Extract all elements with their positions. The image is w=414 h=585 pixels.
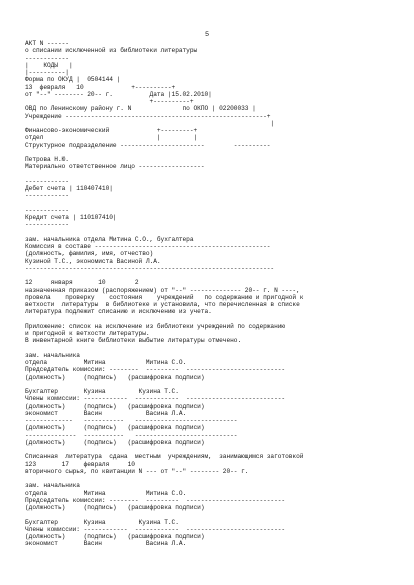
document-line: Председатель комиссии: -------- --------- --------------------------- [25,496,286,504]
document-line: -------------------------------------------------------------------- [25,264,275,272]
document-line: АКТ N ------ [25,40,69,47]
document-line: (должность) (подпись) (расшифровка подписи) [25,424,205,432]
document-line: экономист Васин Васина Л.А. [25,409,187,417]
document-line: ------------ [25,54,69,62]
document-line: 13 февраля 10 +----------+ [25,83,176,91]
document-line: экономист Васин Васина Л.А. [25,540,187,548]
document-line: Члены комиссии: ------------ ------------ --------------------------- [25,395,286,403]
document-line: (должность, фамилия, имя, отчество) [25,250,154,258]
document-line: (должность) (подпись) (расшифровка подписи) [25,533,205,540]
document-line: ОВД по Ленинскому району г. N по ОКПО | 02200033 | [25,105,256,113]
document-line: Дебет счета | 110407410| [25,185,113,192]
document-line: зам. начальника [25,482,80,490]
document-line: о списании исключенной из библиотеки литературы [25,47,198,55]
document-line: ------------ [25,221,69,229]
document-line: Материально ответственное лицо ------------------ [25,163,205,171]
document-line: зам. начальника [25,351,80,359]
document-line: отдела Митина Митина С.О. [25,359,187,366]
document-line: 12 января 10 2 [25,279,139,287]
document-line: Форма по ОКУД | 0504144 | [25,76,121,84]
document-line: отдел | | [25,134,198,142]
document-line: (должность) (подпись) (расшифровка подписи) [25,402,205,410]
document-line: Члены комиссии: ------------ ------------ --------------------------- [25,525,286,533]
document-line: +----------+ [25,98,194,105]
document-line: Петрова Н.Ю. [25,156,69,163]
document-line: (должность) (подпись) (расшифровка подписи) [25,504,205,511]
page-number: 5 [205,31,210,39]
document-line: (должность) (подпись) (расшифровка подписи) [25,373,205,381]
document-line: | [25,119,275,127]
document-line: ------------ [25,177,69,185]
document-line: ------------- ----------- ---------------------------- [25,417,238,424]
document-line: Кредит счета | 110107410| [25,214,117,221]
document-line: Председатель комиссии: -------- --------- --------------------------- [25,366,286,374]
document-line: вторичного сырья, по квитанции N --- от "--" -------- 20-- г. [25,467,249,475]
document-line: Списанная литература сдана местным учреждениям, занимающимся заготовкой [25,453,304,461]
document-line: Комиссия в составе ------------------------------------------------ [25,243,271,250]
document-line: назначенная приказом (распоряжением) от "--" -------------- 20-- г. N ----, [25,286,300,294]
document-line: В инвентарной книге библиотеки выбытие литературы отмечено. [25,337,242,345]
document-line: Приложение: список на исключение из библиотеки учреждений по содержанию [25,322,286,330]
document-line: |----------| [25,69,69,76]
document-line: Финансово-экономический +---------+ [25,127,198,134]
document-line: Кузиной Т.С., экономиста Васиной Л.А. [25,257,161,265]
document-line: от "--" -------- 20-- г. Дата |15.02.2010| [25,90,212,98]
document-line: отдела Митина Митина С.О. [25,489,187,497]
document-line: | КОДЫ | [25,61,73,69]
document-line: зам. начальника отдела Митина С.О., бухгалтера [25,235,194,243]
document-line: Бухгалтер Кузина Кузина Т.С. [25,518,179,526]
document-line: 123 17 февраля 10 [25,460,135,468]
document-line: Учреждение -------------------------------------------------------+ [25,112,271,120]
document-line: Бухгалтер Кузина Кузина Т.С. [25,388,179,395]
document-line: литература подлежит списанию и исключению из учета. [25,308,212,316]
document-line: и пригодной к ветхости литературы. [25,330,150,337]
document-line: Структурное подразделение ----------------------- ---------- [25,141,271,149]
document-line: ветхости литературы в библиотеке и установила, что перечисленная в списке [25,301,300,308]
document-line: ------------ [25,206,69,214]
document-line: (должность) (подпись) (расшифровка подписи) [25,438,205,446]
document-line: провела проверку состояния учреждений по содержанию и пригодной к [25,293,304,301]
document-line: ------------ [25,192,69,200]
document-line: -------------- ----------- ---------------------------- [25,431,238,439]
